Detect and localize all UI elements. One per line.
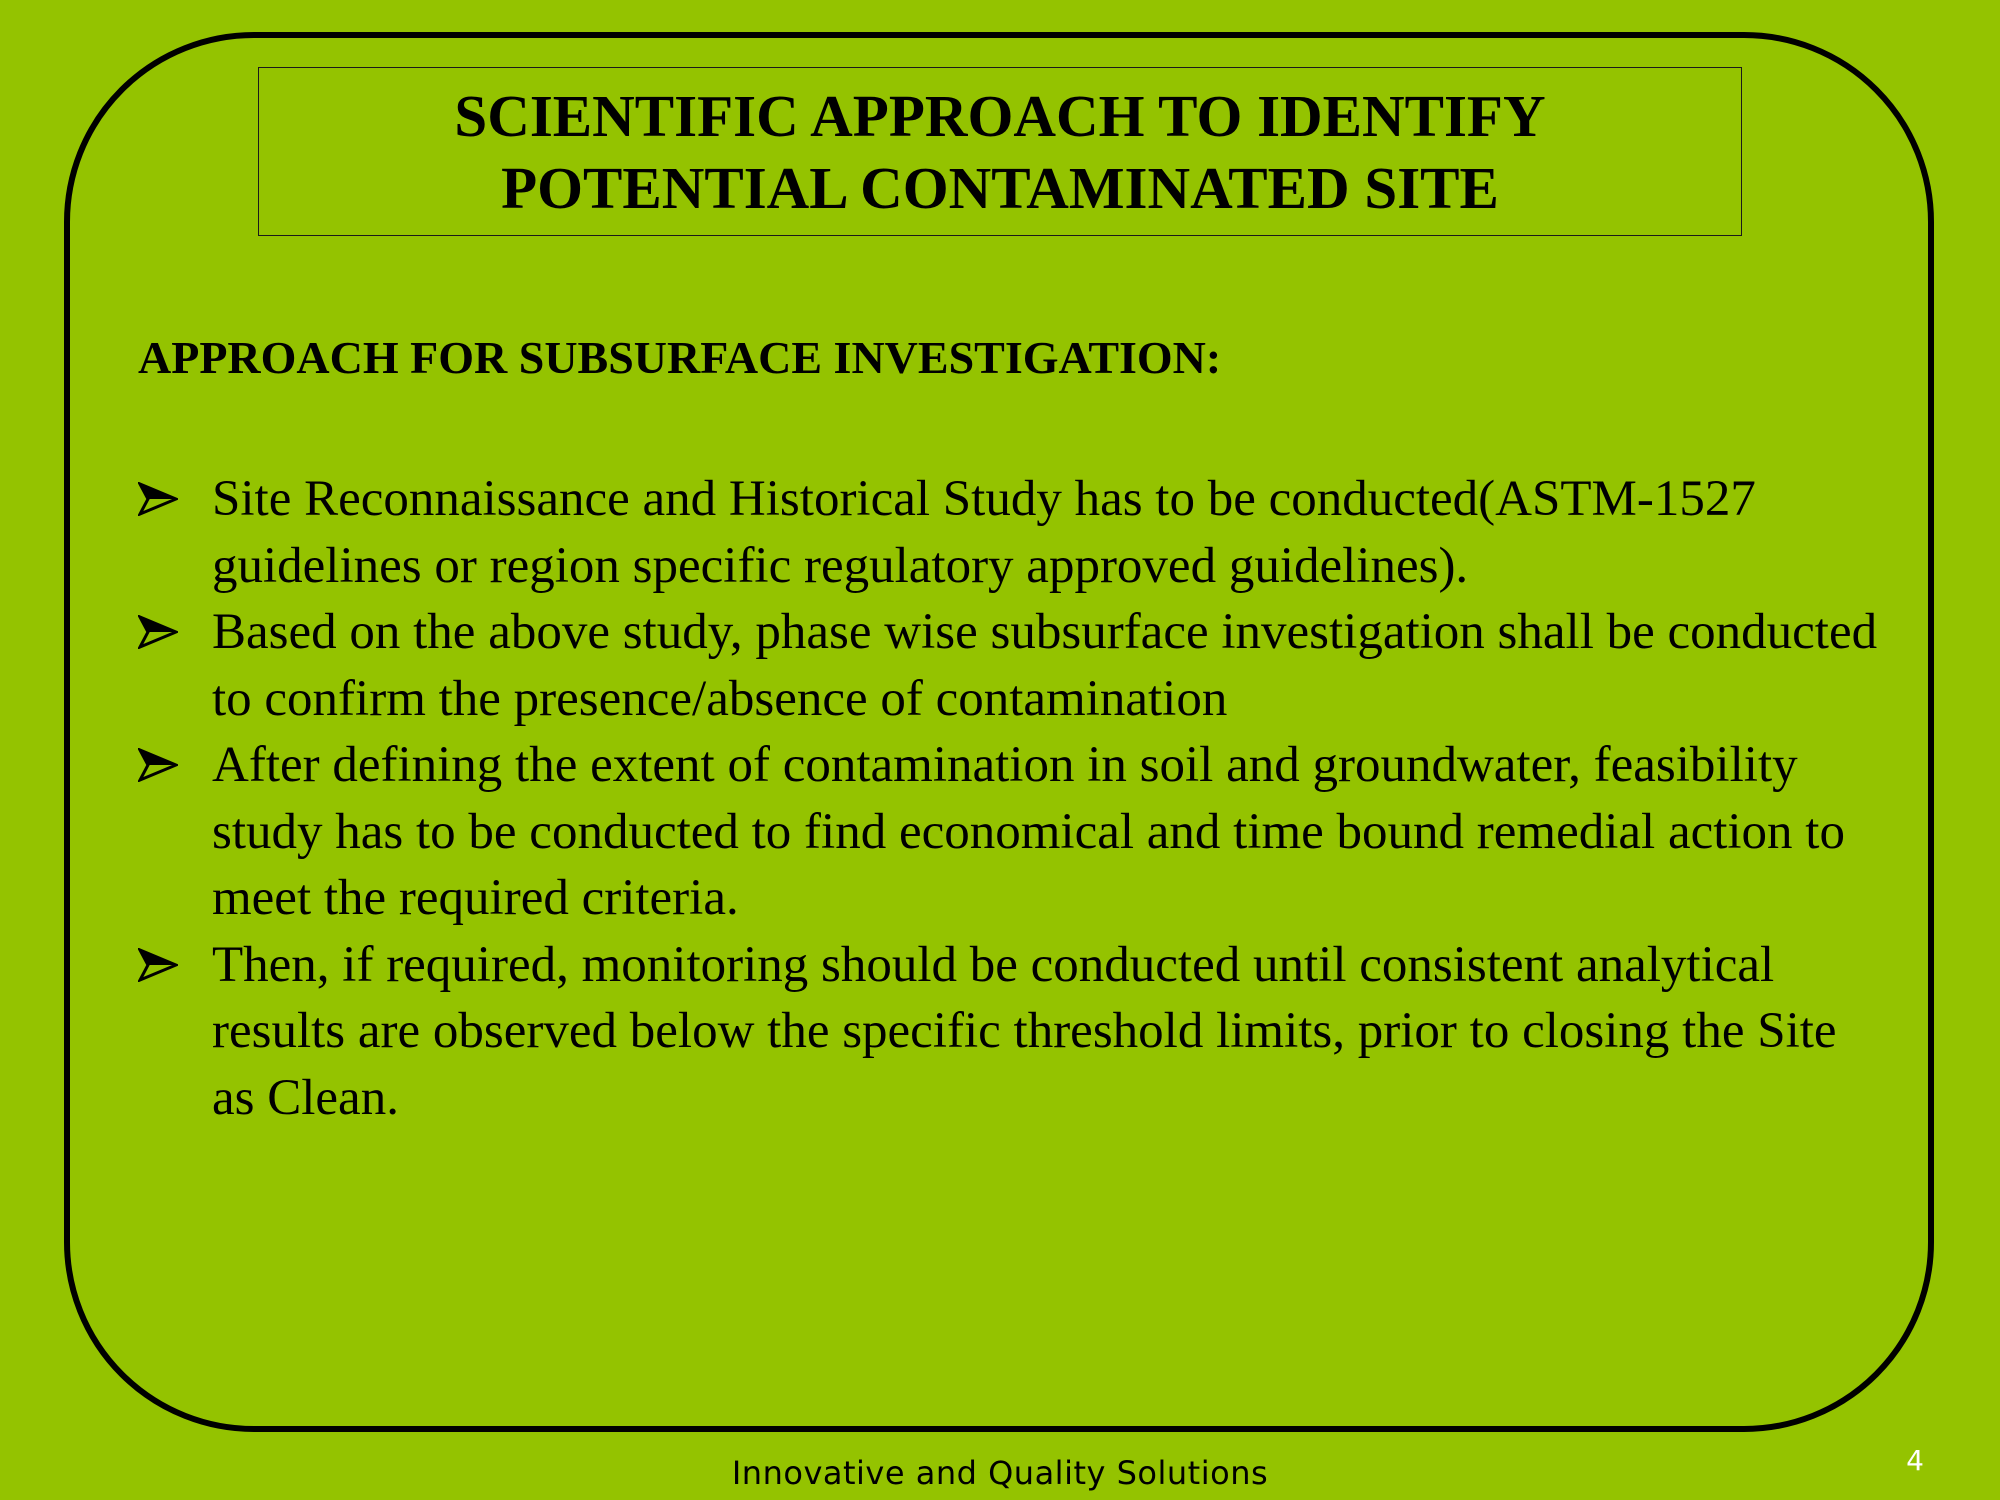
bullet-text-3: After defining the extent of contamination in soil and groundwater, feasibility study has to be conducted to find economical and time bound remedial action to meet the required criteria. bbox=[212, 737, 1845, 926]
bullet-text-2: Based on the above study, phase wise subsurface investigation shall be conducted to confirm the presence/absence of contamination bbox=[212, 604, 1878, 727]
bullet-item-3 bbox=[138, 732, 1878, 932]
arrowhead-bullet-icon bbox=[138, 599, 186, 665]
slide-title-box bbox=[258, 67, 1742, 236]
arrowhead-bullet-icon bbox=[138, 732, 186, 798]
bullet-list bbox=[138, 466, 1878, 1131]
bullet-item-2 bbox=[138, 599, 1878, 732]
bullet-item-1 bbox=[138, 466, 1878, 599]
bullet-item-4 bbox=[138, 932, 1878, 1132]
slide-title-line-1: SCIENTIFIC APPROACH TO IDENTIFY bbox=[454, 82, 1546, 149]
bullet-text-4: Then, if required, monitoring should be conducted until consistent analytical results are observed below the specific threshold limits, prior to closing the Site as Clean. bbox=[212, 936, 1837, 1126]
footer-tagline: Innovative and Quality Solutions bbox=[731, 1454, 1269, 1492]
section-heading: APPROACH FOR SUBSURFACE INVESTIGATION: bbox=[138, 332, 1222, 383]
bullet-text-1: Site Reconnaissance and Historical Study has to be conducted(ASTM-1527 guidelines or region specific regulatory approved guidelines). bbox=[212, 471, 1756, 594]
page-number: 4 bbox=[1906, 1444, 1924, 1477]
arrowhead-bullet-icon bbox=[138, 466, 186, 532]
slide-title-line-2: POTENTIAL CONTAMINATED SITE bbox=[501, 154, 1499, 221]
arrowhead-bullet-icon bbox=[138, 932, 186, 998]
